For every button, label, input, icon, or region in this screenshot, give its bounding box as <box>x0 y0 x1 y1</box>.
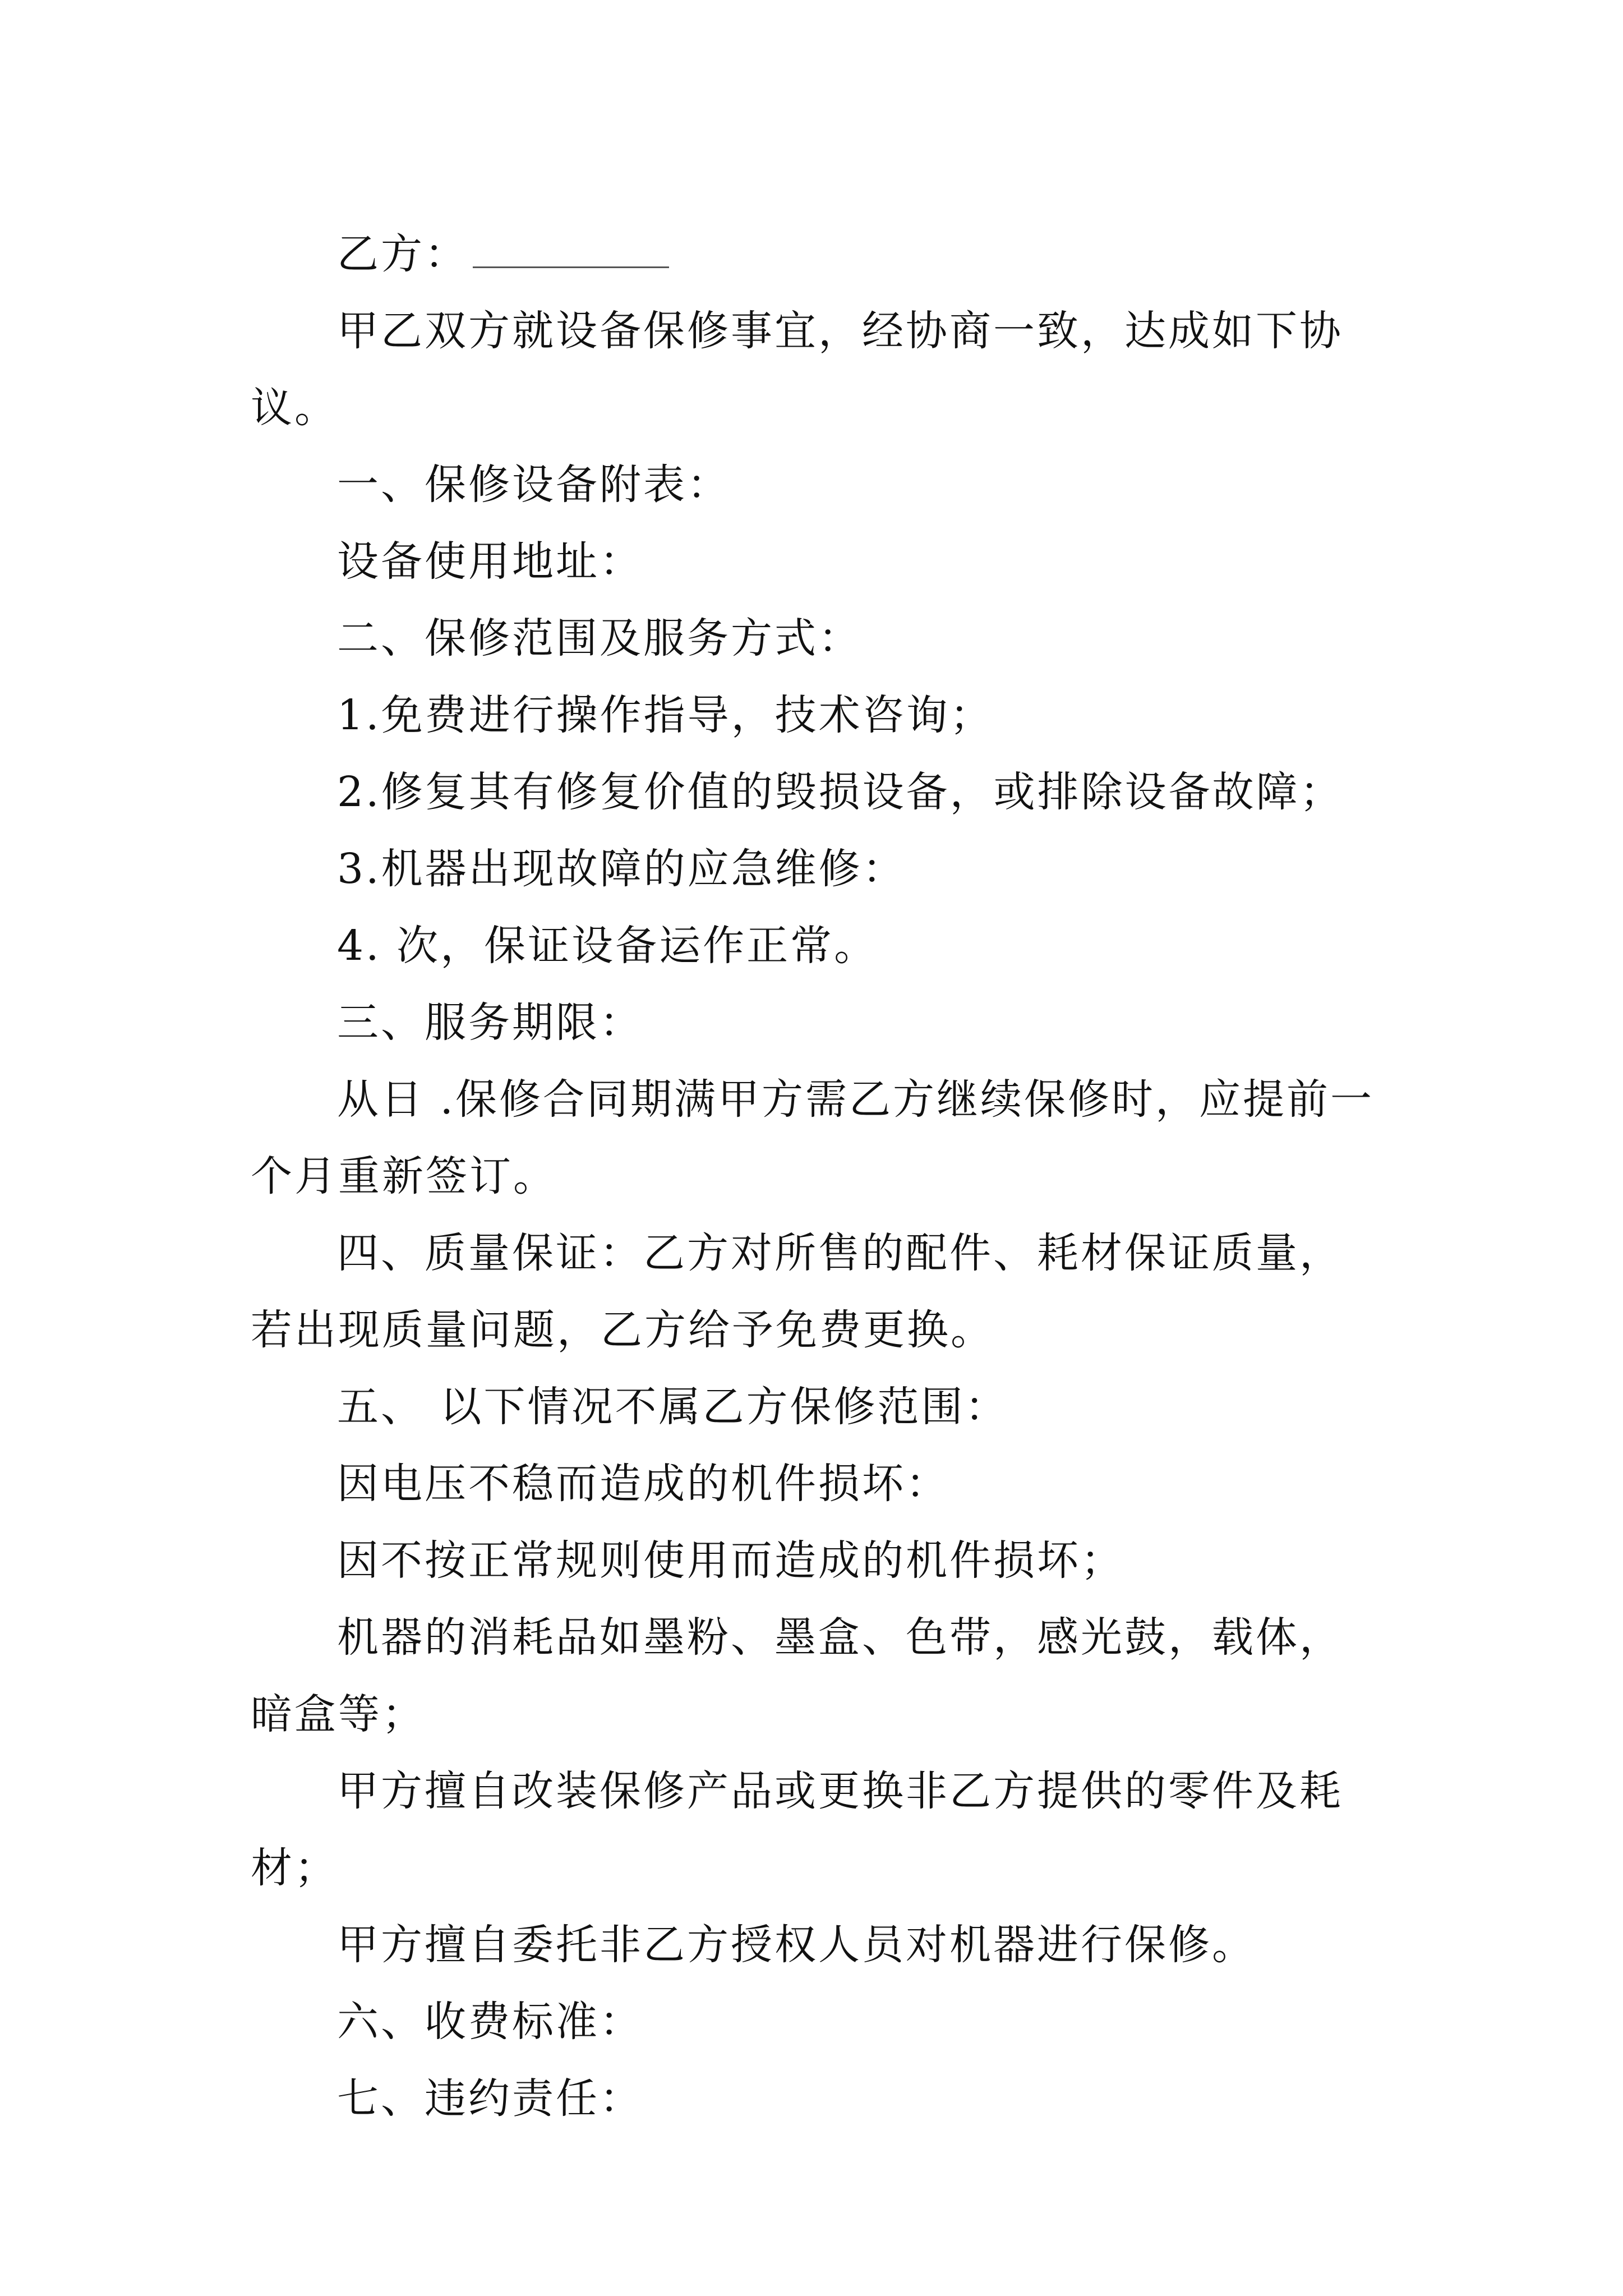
list-item: 甲方擅自委托非乙方授权人员对机器进行保修。 <box>337 1921 1256 1969</box>
party-b-line <box>251 216 1384 293</box>
section-heading-1: 一、保修设备附表： <box>337 461 731 509</box>
list-item: 因电压不稳而造成的机件损坏： <box>337 1460 949 1508</box>
section-heading-6: 六、收费标准： <box>337 1998 643 2046</box>
paragraph: 从日 .保修合同期满甲方需乙方继续保修时，应提前一个月重新签订。 <box>251 1075 1375 1200</box>
list-item: 1.免费进行操作指导，技术咨询； <box>337 691 994 739</box>
paragraph: 设备使用地址： <box>337 537 643 586</box>
party-b-blank-field <box>473 238 669 268</box>
party-b-label: 乙方： <box>337 230 468 278</box>
section-heading-5: 五、 以下情况不属乙方保修范围： <box>337 1383 1009 1431</box>
list-item: 2.修复其有修复价值的毁损设备，或排除设备故障； <box>337 768 1344 816</box>
document-body <box>251 216 1384 2137</box>
list-item: 4. 次，保证设备运作正常。 <box>337 922 878 970</box>
section-heading-2: 二、保修范围及服务方式： <box>337 614 862 662</box>
section-heading-4: 四、质量保证：乙方对所售的配件、耗材保证质量，若出现质量问题，乙方给予免费更换。 <box>251 1229 1343 1354</box>
list-item: 机器的消耗品如墨粉、墨盒、色带，感光鼓，载体，暗盒等； <box>251 1613 1343 1738</box>
list-item: 因不按正常规则使用而造成的机件损坏； <box>337 1536 1124 1585</box>
section-heading-3: 三、服务期限： <box>337 999 643 1047</box>
list-item: 甲方擅自改装保修产品或更换非乙方提供的零件及耗材； <box>251 1767 1343 1892</box>
paragraph: 甲乙双方就设备保修事宜，经协商一致，达成如下协议。 <box>251 307 1343 432</box>
section-heading-7: 七、违约责任： <box>337 2074 643 2123</box>
list-item: 3.机器出现故障的应急维修： <box>337 845 906 893</box>
